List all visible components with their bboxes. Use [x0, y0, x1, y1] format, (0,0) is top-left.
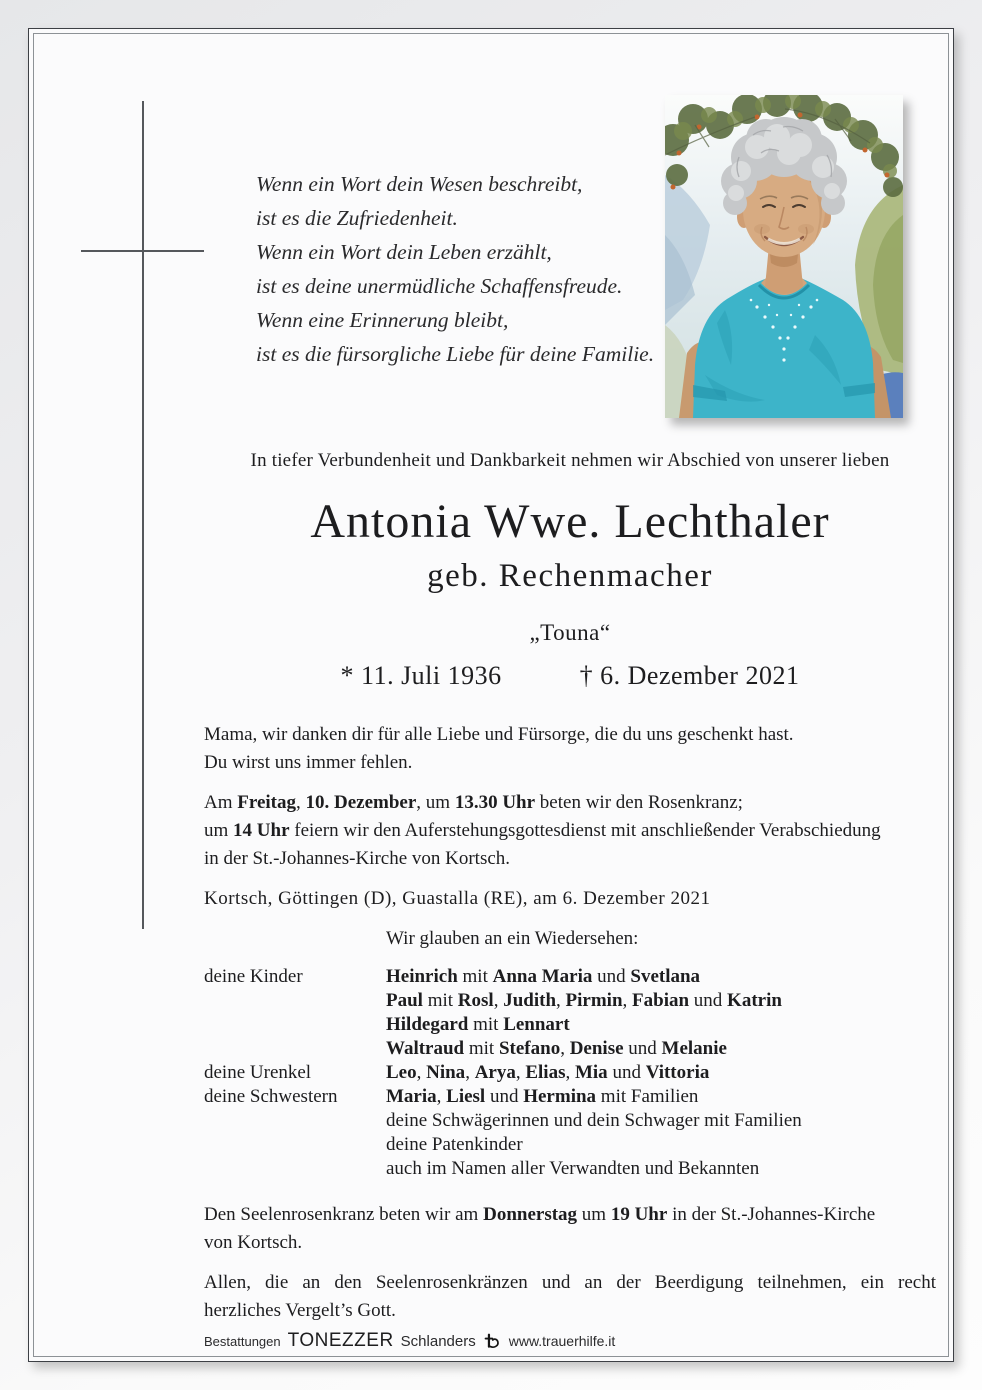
text-segment: Leo: [386, 1062, 417, 1083]
text-segment: ,: [565, 1062, 575, 1083]
text-segment: Mia: [574, 1062, 608, 1083]
thanks-line: Allen, die an den Seelenrosenkränzen und an der Beerdigung teilnehmen, ein recht: [204, 1272, 936, 1293]
family-row: [204, 965, 936, 989]
obituary-body: [204, 701, 936, 1325]
family-members: [386, 965, 936, 989]
funeral-schedule: [204, 789, 936, 873]
family-row: [204, 1037, 936, 1061]
family-message: [204, 721, 936, 777]
family-list: [204, 965, 936, 1181]
text-segment: in der St.-Johannes-Kirche von Kortsch.: [204, 848, 511, 869]
text-segment: Lennart: [503, 1014, 570, 1035]
schedule-line: [204, 817, 936, 845]
trauerhilfe-cross-swirl-logo-icon: [483, 1333, 500, 1355]
family-row: [204, 989, 936, 1013]
family-members: [386, 1109, 936, 1133]
text-segment: 13.30 Uhr: [454, 792, 536, 813]
death-date: † 6. Dezember 2021: [579, 661, 800, 690]
text-segment: Hildegard: [386, 1014, 469, 1035]
text-segment: deine Patenkinder: [386, 1134, 523, 1155]
relation-label: [204, 1157, 386, 1181]
text-segment: Denise: [569, 1038, 624, 1059]
text-segment: ,: [296, 792, 306, 813]
reunion-line: Wir glauben an ein Wiedersehen:: [386, 928, 639, 949]
text-segment: Stefano: [498, 1038, 561, 1059]
relation-label: [204, 1037, 386, 1061]
text-segment: Donnerstag: [483, 1204, 578, 1225]
text-line: Mama, wir danken dir für alle Liebe und Fürsorge, die du uns geschenkt hast.: [204, 724, 794, 745]
family-members: [386, 1037, 936, 1061]
family-row: [204, 1109, 936, 1133]
text-segment: um: [204, 820, 234, 841]
nickname: „Touna“: [529, 620, 611, 645]
text-segment: Am: [204, 792, 238, 813]
text-segment: ,: [465, 1062, 475, 1083]
announcement-block: [204, 449, 936, 691]
maiden-name: geb. Rechenmacher: [427, 558, 713, 594]
family-members: [386, 1013, 936, 1037]
deceased-name: Antonia Wwe. Lechthaler: [310, 495, 830, 548]
text-segment: ,: [556, 990, 566, 1011]
text-segment: 14 Uhr: [233, 820, 290, 841]
funeral-home-brand: TONEZZER: [287, 1330, 394, 1351]
memorial-cross-icon: [142, 101, 144, 929]
text-segment: Maria: [386, 1086, 437, 1107]
obituary-card: [28, 28, 954, 1362]
family-members: [386, 1085, 936, 1109]
text-segment: 19 Uhr: [610, 1204, 668, 1225]
relation-label: deine Kinder: [204, 966, 303, 987]
text-segment: Rosl: [457, 990, 494, 1011]
text-segment: Nina: [426, 1062, 466, 1083]
text-line: Wenn eine Erinnerung bleibt,: [256, 308, 509, 332]
portrait-photo: [665, 95, 903, 418]
text-segment: Heinrich: [386, 966, 458, 987]
family-row: [204, 1085, 936, 1109]
text-segment: auch im Namen aller Verwandten und Bekannten: [386, 1158, 760, 1179]
text-segment: Paul: [386, 990, 423, 1011]
text-segment: Freitag: [237, 792, 296, 813]
text-segment: Pirmin: [565, 990, 623, 1011]
text-segment: und: [623, 1038, 662, 1059]
family-members: [386, 989, 936, 1013]
text-segment: , um: [416, 792, 455, 813]
life-dates: [204, 661, 936, 691]
relation-label: [204, 989, 386, 1013]
relation-label: deine Urenkel: [204, 1062, 312, 1083]
text-segment: Elias: [525, 1062, 566, 1083]
thanks-paragraph: [204, 1269, 936, 1325]
family-row: [204, 1157, 936, 1181]
text-segment: ,: [515, 1062, 526, 1083]
text-segment: mit: [457, 966, 493, 987]
rosary-line: [204, 1201, 936, 1229]
footer-prefix: Bestattungen: [204, 1334, 281, 1349]
relation-label: [204, 1133, 386, 1157]
funeral-home-location: Schlanders: [400, 1333, 476, 1350]
text-segment: deine Schwägerinnen und dein Schwager mit Familien: [386, 1110, 802, 1131]
memorial-poem: [256, 167, 656, 371]
rosary-notice: [204, 1201, 936, 1257]
text-segment: Waltraud: [386, 1038, 465, 1059]
text-segment: und: [485, 1086, 524, 1107]
text-segment: Den Seelenrosenkranz beten wir am: [204, 1204, 484, 1225]
text-segment: Svetlana: [630, 966, 701, 987]
text-line: ist es die Zufriedenheit.: [256, 206, 458, 230]
text-segment: Vittoria: [645, 1062, 710, 1083]
schedule-line: [204, 789, 936, 817]
text-segment: feiern wir den Auferstehungsgottesdienst mit anschließender Verabschiedung: [289, 820, 881, 841]
text-segment: und: [689, 990, 728, 1011]
funeral-home-footer: [204, 1330, 936, 1352]
text-segment: Judith: [503, 990, 557, 1011]
text-segment: Arya: [474, 1062, 516, 1083]
text-segment: ,: [416, 1062, 427, 1083]
family-row: [204, 1061, 936, 1085]
text-segment: ,: [622, 990, 633, 1011]
text-segment: in der St.-Johannes-Kirche: [667, 1204, 876, 1225]
text-line: Wenn ein Wort dein Wesen beschreibt,: [256, 172, 583, 196]
text-line: ist es die fürsorgliche Liebe für deine Familie.: [256, 342, 655, 366]
schedule-line: [204, 845, 936, 873]
text-segment: ,: [493, 990, 504, 1011]
memorial-cross-icon: [81, 250, 204, 252]
text-segment: um: [577, 1204, 611, 1225]
relation-label: [204, 1013, 386, 1037]
text-segment: und: [607, 1062, 646, 1083]
relation-label: [204, 1109, 386, 1133]
text-segment: Liesl: [446, 1086, 486, 1107]
text-segment: ,: [560, 1038, 570, 1059]
text-segment: mit Familien: [596, 1086, 699, 1107]
text-line: ist es deine unermüdliche Schaffensfreude.: [256, 274, 623, 298]
text-segment: von Kortsch.: [204, 1232, 303, 1253]
text-segment: Anna Maria: [492, 966, 593, 987]
text-segment: und: [592, 966, 631, 987]
birth-date: * 11. Juli 1936: [340, 661, 502, 690]
text-segment: mit: [468, 1014, 504, 1035]
text-segment: Melanie: [661, 1038, 727, 1059]
family-members: [386, 1157, 936, 1181]
text-line: Du wirst uns immer fehlen.: [204, 752, 413, 773]
text-segment: ,: [436, 1086, 447, 1107]
family-members: [386, 1133, 936, 1157]
text-segment: Fabian: [632, 990, 690, 1011]
rosary-line: [204, 1229, 936, 1257]
relation-label: deine Schwestern: [204, 1086, 338, 1107]
text-segment: Hermina: [523, 1086, 597, 1107]
text-line: Wenn ein Wort dein Leben erzählt,: [256, 240, 552, 264]
thanks-line: herzliches Vergelt’s Gott.: [204, 1300, 396, 1321]
intro-line: In tiefer Verbundenheit und Dankbarkeit nehmen wir Abschied von unserer lieben: [250, 450, 890, 471]
text-segment: Katrin: [727, 990, 782, 1011]
family-row: [204, 1133, 936, 1157]
text-segment: beten wir den Rosenkranz;: [535, 792, 743, 813]
portrait-illustration: [665, 95, 903, 418]
family-row: [204, 1013, 936, 1037]
text-segment: mit: [464, 1038, 499, 1059]
text-segment: mit: [422, 990, 458, 1011]
place-date-line: Kortsch, Göttingen (D), Guastalla (RE), am 6. Dezember 2021: [204, 888, 711, 909]
website-text: www.trauerhilfe.it: [508, 1333, 616, 1349]
family-members: [386, 1061, 936, 1085]
text-segment: 10. Dezember: [305, 792, 417, 813]
